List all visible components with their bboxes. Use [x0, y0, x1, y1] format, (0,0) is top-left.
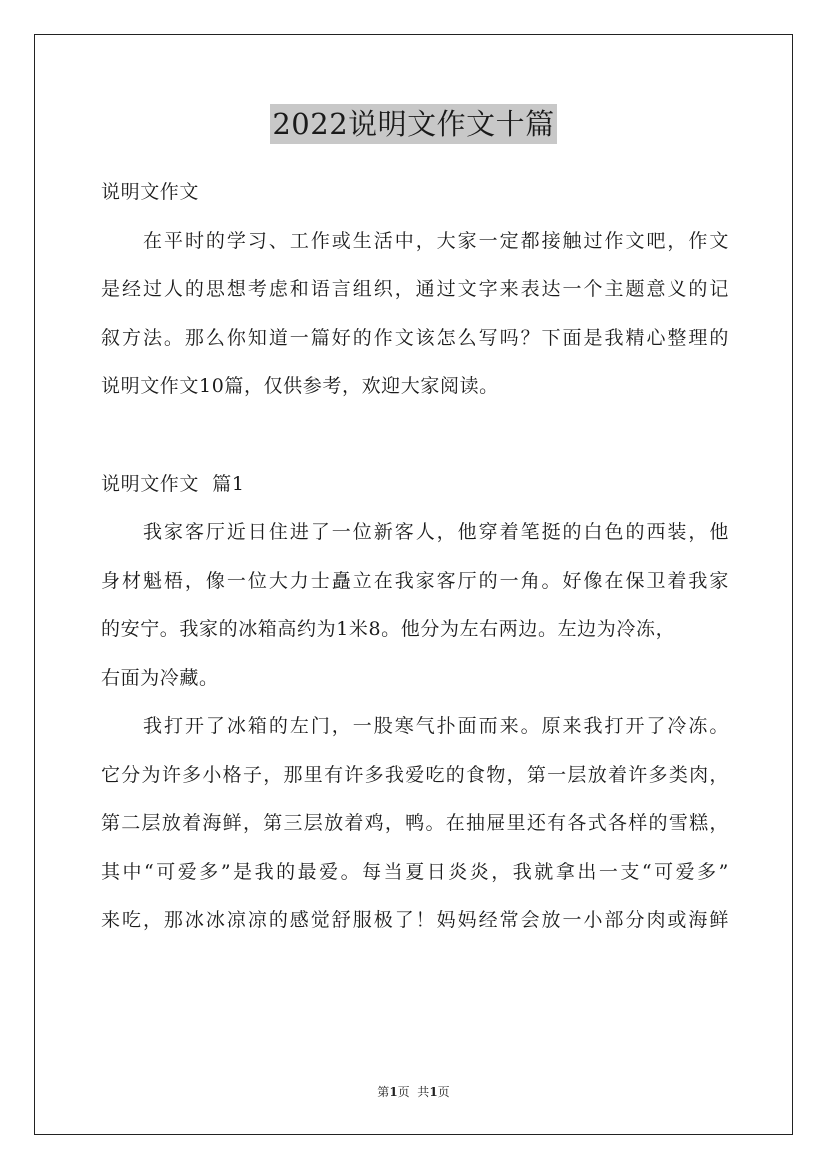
page-footer	[0, 1084, 827, 1100]
intro-heading: 说明文作文	[101, 181, 200, 203]
paragraph-spacer	[101, 419, 729, 468]
footer-page-mid: 页 共	[397, 1085, 430, 1099]
paragraph2-line-3: 第二层放着海鲜，第三层放着鸡，鸭。在抽屉里还有各式各样的雪糕，	[101, 812, 729, 834]
section-heading: 说明文作文 篇1	[101, 472, 245, 495]
intro-line-3: 叙方法。那么你知道一篇好的作文该怎么写吗？下面是我精心整理的	[101, 326, 729, 349]
intro-line-4: 说明文作文10篇，仅供参考，欢迎大家阅读。	[101, 375, 499, 397]
document-title: 2022说明文作文十篇	[270, 104, 556, 144]
paragraph1-line-3: 的安宁。我家的冰箱高约为1米8。他分为左右两边。左边为冷冻，	[101, 618, 676, 640]
footer-page-number: 1	[389, 1085, 398, 1099]
intro-line-2: 是经过人的思想考虑和语言组织，通过文字来表达一个主题意义的记	[101, 278, 729, 300]
paragraph1-line-4: 右面为冷藏。	[101, 666, 219, 689]
paragraph2-line-4: 其中“可爱多”是我的最爱。每当夏日炎炎，我就拿出一支“可爱多”	[101, 860, 729, 883]
footer-page-total: 1	[429, 1085, 438, 1099]
footer-page-prefix: 第	[377, 1085, 390, 1099]
paragraph2-line-1: 我打开了冰箱的左门，一股寒气扑面而来。原来我打开了冷冻。	[143, 715, 729, 737]
footer-page-suffix: 页	[437, 1085, 450, 1099]
paragraph2-line-2: 它分为许多小格子，那里有许多我爱吃的食物，第一层放着许多类肉，	[101, 763, 729, 786]
paragraph1-line-1: 我家客厅近日住进了一位新客人，他穿着笔挺的白色的西装，他	[143, 521, 729, 543]
title-container	[0, 104, 827, 144]
document-body	[101, 176, 729, 953]
paragraph1-line-2: 身材魁梧，像一位大力士矗立在我家客厅的一角。好像在保卫着我家	[101, 569, 729, 592]
intro-line-1: 在平时的学习、工作或生活中，大家一定都接触过作文吧，作文	[143, 229, 729, 252]
paragraph2-line-5: 来吃，那冰冰凉凉的感觉舒服极了！妈妈经常会放一小部分肉或海鲜	[101, 909, 729, 931]
